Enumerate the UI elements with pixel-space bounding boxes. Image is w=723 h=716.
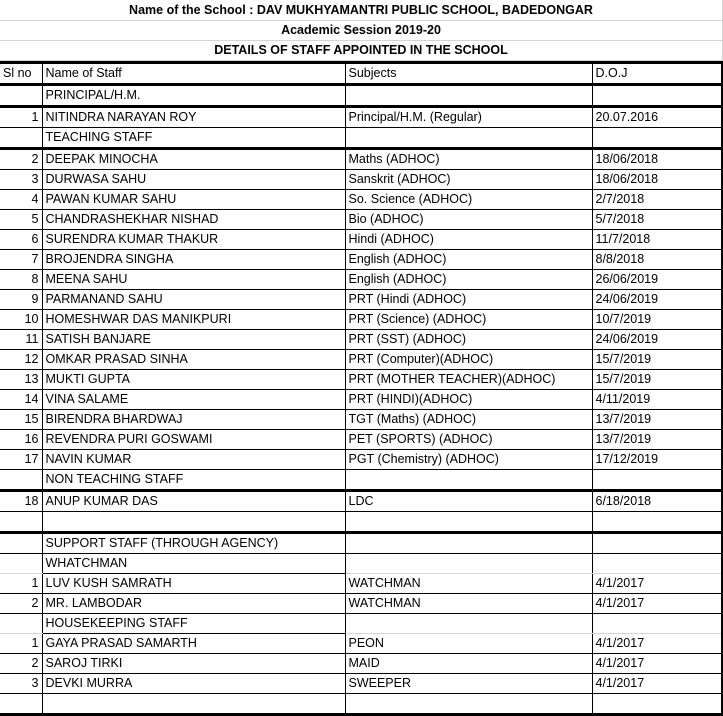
name-cell[interactable]: NAVIN KUMAR [42, 450, 345, 470]
sl-no-cell[interactable] [0, 85, 42, 107]
sl-no-cell[interactable]: 16 [0, 430, 42, 450]
section-header-row [0, 128, 722, 149]
doj-cell[interactable]: 4/1/2017 [592, 594, 722, 614]
subject-cell[interactable]: PEON [345, 634, 592, 654]
subject-cell[interactable]: PGT (Chemistry) (ADHOC) [345, 450, 592, 470]
sl-no-cell[interactable]: 9 [0, 290, 42, 310]
academic-session-title: Academic Session 2019-20 [0, 20, 723, 41]
table-header-row [0, 63, 722, 85]
subject-cell[interactable] [345, 85, 592, 107]
sl-no-cell[interactable] [0, 470, 42, 491]
name-cell[interactable]: PRINCIPAL/H.M. [42, 85, 345, 107]
name-cell[interactable]: HOMESHWAR DAS MANIKPURI [42, 310, 345, 330]
doj-cell[interactable]: 4/1/2017 [592, 674, 722, 694]
subject-cell[interactable]: MAID [345, 654, 592, 674]
doj-cell[interactable]: 13/7/2019 [592, 430, 722, 450]
subject-cell[interactable]: TGT (Maths) (ADHOC) [345, 410, 592, 430]
name-cell[interactable]: SAROJ TIRKI [42, 654, 345, 674]
table-row [0, 107, 722, 128]
name-cell[interactable] [42, 694, 345, 715]
subject-cell[interactable] [345, 614, 592, 634]
sl-no-cell[interactable] [0, 128, 42, 149]
subject-cell[interactable]: PRT (SST) (ADHOC) [345, 330, 592, 350]
name-cell[interactable]: SATISH BANJARE [42, 330, 345, 350]
name-cell[interactable]: NITINDRA NARAYAN ROY [42, 107, 345, 128]
subject-cell[interactable] [345, 512, 592, 533]
doj-cell[interactable]: 15/7/2019 [592, 370, 722, 390]
table-row [0, 230, 722, 250]
sl-no-cell[interactable] [0, 533, 42, 554]
blank-row [0, 694, 722, 715]
table-row [0, 390, 722, 410]
name-cell[interactable]: GAYA PRASAD SAMARTH [42, 634, 345, 654]
doj-cell[interactable]: 4/1/2017 [592, 654, 722, 674]
name-cell[interactable]: PARMANAND SAHU [42, 290, 345, 310]
table-row [0, 574, 722, 594]
header-subjects[interactable]: Subjects [345, 63, 592, 85]
doj-cell[interactable]: 24/06/2019 [592, 290, 722, 310]
name-cell[interactable]: MR. LAMBODAR [42, 594, 345, 614]
sl-no-cell[interactable] [0, 512, 42, 533]
name-cell[interactable]: DEVKI MURRA [42, 674, 345, 694]
name-cell[interactable]: REVENDRA PURI GOSWAMI [42, 430, 345, 450]
subject-cell[interactable] [345, 533, 592, 554]
subject-cell[interactable]: Bio (ADHOC) [345, 210, 592, 230]
name-cell[interactable]: MUKTI GUPTA [42, 370, 345, 390]
name-cell[interactable]: SURENDRA KUMAR THAKUR [42, 230, 345, 250]
sl-no-cell[interactable]: 11 [0, 330, 42, 350]
subject-cell[interactable]: Principal/H.M. (Regular) [345, 107, 592, 128]
subject-cell[interactable]: SWEEPER [345, 674, 592, 694]
table-row [0, 634, 722, 654]
table-row [0, 594, 722, 614]
subject-cell[interactable]: PRT (MOTHER TEACHER)(ADHOC) [345, 370, 592, 390]
section-header-row [0, 554, 722, 574]
table-row [0, 270, 722, 290]
table-row [0, 290, 722, 310]
sl-no-cell[interactable] [0, 554, 42, 574]
sl-no-cell[interactable]: 2 [0, 594, 42, 614]
sl-no-cell[interactable]: 3 [0, 674, 42, 694]
header-doj[interactable]: D.O.J [592, 63, 722, 85]
subject-cell[interactable]: WATCHMAN [345, 574, 592, 594]
sl-no-cell[interactable]: 12 [0, 350, 42, 370]
doj-cell[interactable]: 24/06/2019 [592, 330, 722, 350]
name-cell[interactable]: HOUSEKEEPING STAFF [42, 614, 345, 634]
doj-cell[interactable] [592, 470, 722, 491]
doj-cell[interactable] [592, 128, 722, 149]
subject-cell[interactable]: PET (SPORTS) (ADHOC) [345, 430, 592, 450]
doj-cell[interactable]: 18/06/2018 [592, 170, 722, 190]
sl-no-cell[interactable]: 17 [0, 450, 42, 470]
staff-details-title: DETAILS OF STAFF APPOINTED IN THE SCHOOL [0, 40, 723, 61]
sl-no-cell[interactable]: 18 [0, 491, 42, 512]
doj-cell[interactable]: 4/11/2019 [592, 390, 722, 410]
table-row [0, 450, 722, 470]
table-row [0, 654, 722, 674]
header-sl-no[interactable]: Sl no [0, 63, 42, 85]
subject-cell[interactable]: Hindi (ADHOC) [345, 230, 592, 250]
school-name-title: Name of the School : DAV MUKHYAMANTRI PUBLIC SCHOOL, BADEDONGAR [0, 0, 723, 21]
doj-cell[interactable] [592, 533, 722, 554]
table-row [0, 250, 722, 270]
subject-cell[interactable]: Maths (ADHOC) [345, 149, 592, 170]
name-cell[interactable]: LUV KUSH SAMRATH [42, 574, 345, 594]
table-row [0, 674, 722, 694]
subject-cell[interactable]: PRT (Computer)(ADHOC) [345, 350, 592, 370]
name-cell[interactable]: PAWAN KUMAR SAHU [42, 190, 345, 210]
doj-cell[interactable] [592, 694, 722, 715]
doj-cell[interactable]: 17/12/2019 [592, 450, 722, 470]
subject-cell[interactable]: So. Science (ADHOC) [345, 190, 592, 210]
sl-no-cell[interactable]: 1 [0, 634, 42, 654]
table-row [0, 430, 722, 450]
section-header-row [0, 614, 722, 634]
name-cell[interactable]: ANUP KUMAR DAS [42, 491, 345, 512]
subject-cell[interactable] [345, 554, 592, 574]
doj-cell[interactable] [592, 512, 722, 533]
subject-cell[interactable] [345, 470, 592, 491]
name-cell[interactable] [42, 512, 345, 533]
name-cell[interactable]: SUPPORT STAFF (THROUGH AGENCY) [42, 533, 345, 554]
blank-row [0, 512, 722, 533]
doj-cell[interactable]: 26/06/2019 [592, 270, 722, 290]
subject-cell[interactable]: Sanskrit (ADHOC) [345, 170, 592, 190]
sl-no-cell[interactable]: 13 [0, 370, 42, 390]
doj-cell[interactable]: 5/7/2018 [592, 210, 722, 230]
doj-cell[interactable]: 18/06/2018 [592, 149, 722, 170]
doj-cell[interactable]: 10/7/2019 [592, 310, 722, 330]
table-row [0, 370, 722, 390]
doj-cell[interactable] [592, 85, 722, 107]
table-row [0, 149, 722, 170]
table-row [0, 330, 722, 350]
doj-cell[interactable]: 13/7/2019 [592, 410, 722, 430]
sl-no-cell[interactable]: 8 [0, 270, 42, 290]
table-row [0, 410, 722, 430]
name-cell[interactable]: WHATCHMAN [42, 554, 345, 574]
sl-no-cell[interactable]: 15 [0, 410, 42, 430]
sl-no-cell[interactable]: 14 [0, 390, 42, 410]
doj-cell[interactable]: 15/7/2019 [592, 350, 722, 370]
name-cell[interactable]: DEEPAK MINOCHA [42, 149, 345, 170]
name-cell[interactable]: MEENA SAHU [42, 270, 345, 290]
name-cell[interactable]: BIRENDRA BHARDWAJ [42, 410, 345, 430]
subject-cell[interactable]: PRT (Science) (ADHOC) [345, 310, 592, 330]
doj-cell[interactable]: 4/1/2017 [592, 574, 722, 594]
name-cell[interactable]: DURWASA SAHU [42, 170, 345, 190]
table-row [0, 170, 722, 190]
subject-cell[interactable] [345, 128, 592, 149]
table-row [0, 310, 722, 330]
section-header-row [0, 533, 722, 554]
table-row [0, 350, 722, 370]
staff-table [0, 61, 723, 716]
doj-cell[interactable] [592, 614, 722, 634]
sl-no-cell[interactable]: 2 [0, 149, 42, 170]
table-body [0, 85, 722, 715]
sl-no-cell[interactable]: 10 [0, 310, 42, 330]
sl-no-cell[interactable] [0, 614, 42, 634]
name-cell[interactable]: NON TEACHING STAFF [42, 470, 345, 491]
name-cell[interactable]: CHANDRASHEKHAR NISHAD [42, 210, 345, 230]
header-name-of-staff[interactable]: Name of Staff [42, 63, 345, 85]
doj-cell[interactable] [592, 554, 722, 574]
table-row [0, 491, 722, 512]
subject-cell[interactable] [345, 694, 592, 715]
sl-no-cell[interactable]: 1 [0, 574, 42, 594]
subject-cell[interactable]: PRT (Hindi (ADHOC) [345, 290, 592, 310]
sl-no-cell[interactable]: 3 [0, 170, 42, 190]
sl-no-cell[interactable]: 7 [0, 250, 42, 270]
subject-cell[interactable]: WATCHMAN [345, 594, 592, 614]
subject-cell[interactable]: English (ADHOC) [345, 250, 592, 270]
doj-cell[interactable]: 4/1/2017 [592, 634, 722, 654]
sl-no-cell[interactable]: 6 [0, 230, 42, 250]
sl-no-cell[interactable]: 2 [0, 654, 42, 674]
name-cell[interactable]: VINA SALAME [42, 390, 345, 410]
table-row [0, 190, 722, 210]
name-cell[interactable]: BROJENDRA SINGHA [42, 250, 345, 270]
sl-no-cell[interactable]: 5 [0, 210, 42, 230]
doj-cell[interactable]: 8/8/2018 [592, 250, 722, 270]
subject-cell[interactable]: English (ADHOC) [345, 270, 592, 290]
subject-cell[interactable]: PRT (HINDI)(ADHOC) [345, 390, 592, 410]
sl-no-cell[interactable]: 4 [0, 190, 42, 210]
doj-cell[interactable]: 20.07.2016 [592, 107, 722, 128]
doj-cell[interactable]: 6/18/2018 [592, 491, 722, 512]
table-row [0, 210, 722, 230]
section-header-row [0, 85, 722, 107]
sl-no-cell[interactable] [0, 694, 42, 715]
name-cell[interactable]: OMKAR PRASAD SINHA [42, 350, 345, 370]
section-header-row [0, 470, 722, 491]
sl-no-cell[interactable]: 1 [0, 107, 42, 128]
subject-cell[interactable]: LDC [345, 491, 592, 512]
doj-cell[interactable]: 11/7/2018 [592, 230, 722, 250]
doj-cell[interactable]: 2/7/2018 [592, 190, 722, 210]
name-cell[interactable]: TEACHING STAFF [42, 128, 345, 149]
